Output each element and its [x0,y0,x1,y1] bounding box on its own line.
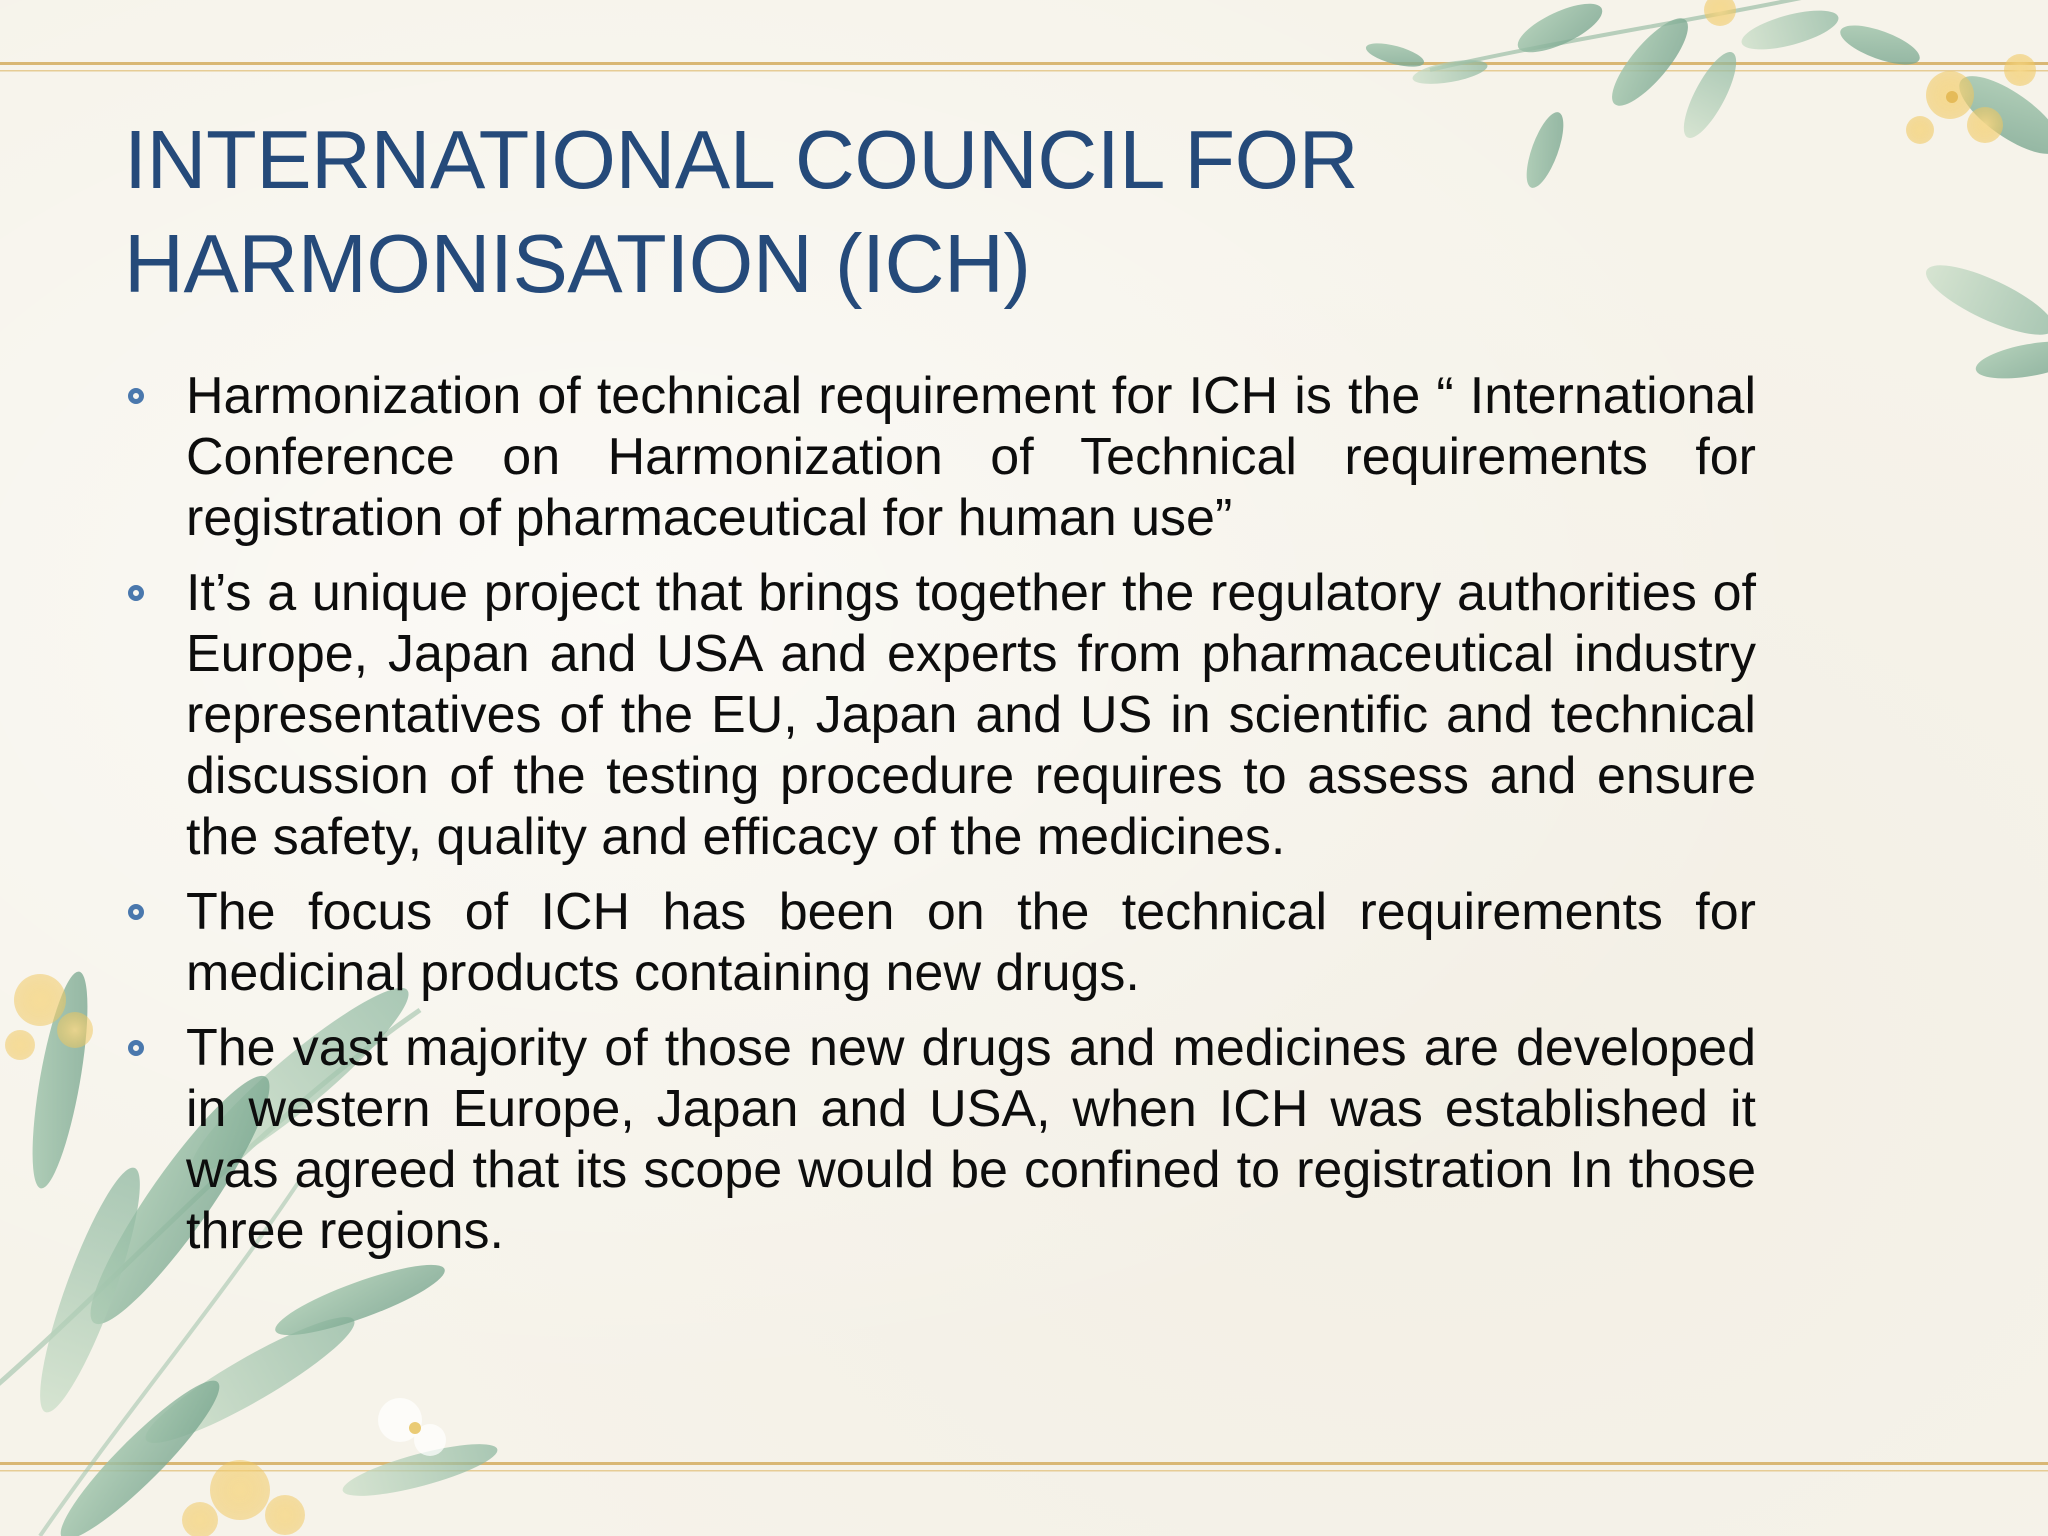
bullet-text: It’s a unique project that brings together the regulatory authorities of Europe, Japan and USA and experts from pharmaceutical industry representatives of the EU, Japan and US in scientific and technical discussion of the testing procedure requires to assess and ensure the safety, quality and efficacy of the medicines. [186,564,1756,866]
hollow-circle-icon [128,1040,144,1056]
list-item [126,563,1756,868]
bullet-text: Harmonization of technical requirement for ICH is the “ International Conference on Harmonization of Technical requirements for registration of pharmaceutical for human use” [186,367,1756,547]
list-item [126,366,1756,549]
bullet-text: The vast majority of those new drugs and medicines are developed in western Europe, Japan and USA, when ICH was established it was agreed that its scope would be confined to registration In those three regions. [186,1019,1756,1260]
hollow-circle-icon [128,585,144,601]
top-gold-rule [0,62,2048,72]
list-item [126,882,1756,1004]
slide-title [124,108,1684,316]
slide-title-line-2: HARMONISATION (ICH) [124,217,1031,310]
bullet-text: The focus of ICH has been on the technical requirements for medicinal products containing new drugs. [186,883,1756,1002]
hollow-circle-icon [128,904,144,920]
bottom-gold-rule [0,1462,2048,1472]
slide-title-line-1: INTERNATIONAL COUNCIL FOR [124,113,1359,206]
list-item [126,1018,1756,1262]
bullet-list [126,366,1756,1276]
hollow-circle-icon [128,388,144,404]
